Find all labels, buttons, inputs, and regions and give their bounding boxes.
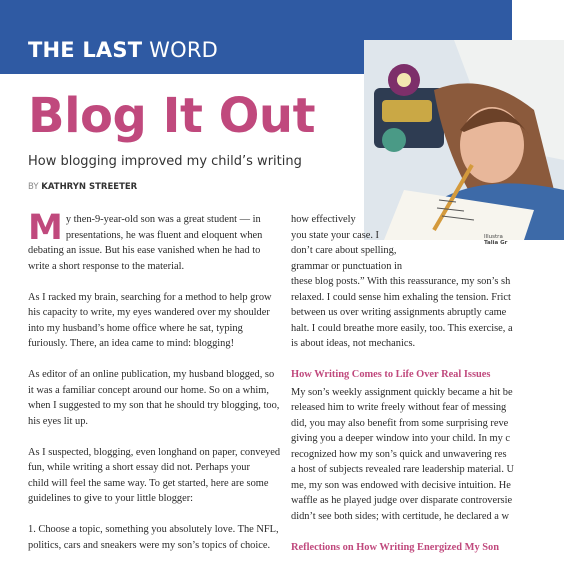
text-line: recognized how my son’s quick and unwavering res [291,448,507,460]
text-line: his capacity to write, my eyes wandered over my shoulder [28,307,270,318]
paragraph [291,385,521,525]
credit-prefix: Illustra [484,234,503,240]
paragraph [28,522,279,553]
article-subtitle: How blogging improved my child’s writing [28,154,302,169]
paragraph [28,290,274,352]
text-line: me, my son was endowed with decisive intuition. He [291,479,511,491]
text-line: guidelines to give to your little blogger: [28,493,194,504]
text-line: My son’s weekly assignment quickly became a hit be [291,386,513,398]
text-line: As I suspected, blogging, even longhand on paper, conveyed [28,446,281,458]
text-line: grammar or punctuation in [291,260,403,272]
section-title-light: WORD [149,38,218,62]
text-line: debating an issue. But his ease vanished when he had to [28,245,261,256]
drop-cap: M [28,208,63,248]
byline-prefix: BY [28,182,39,192]
text-line: As I racked my brain, searching for a method to help grow [28,291,272,303]
text-line: As editor of an online publication, my husband blogged, so [28,369,275,380]
text-line: into my husband’s home office where he sat, typing [28,322,243,334]
text-line: don’t care about spelling, [291,245,397,256]
text-line: these blog posts.” With this reassurance, my son’s sh [291,276,511,287]
text-line: politics, cars and sneakers were my son’s topics of choice. [28,539,271,551]
section-heading: Reflections on How Writing Energized My Son [291,541,500,553]
credit-name: Talia Gr [484,240,508,247]
text-line: y then-9-year-old son was a great student — in [65,214,261,225]
illustration-drawing [364,40,564,240]
text-line: it was a familiar concept around our home. So on a whim, [28,384,269,396]
text-line: relaxed. I could sense him exhaling the tension. Frict [291,291,511,303]
byline-author: KATHRYN STREETER [41,182,138,192]
text-line: waffle as he played judge over disparate controversie [291,495,513,506]
text-line: is about ideas, not mechanics. [291,338,416,349]
text-line: didn’t see both sides; with certitude, he declared a w [291,510,509,522]
article-column-left [28,208,281,569]
paragraph [28,208,274,274]
article-column-right [291,212,521,557]
section-title [28,40,218,61]
text-line: fun, while writing a short essay did not. Perhaps your [28,462,250,473]
text-line: presentations, he was fluent and eloquent when [65,229,263,241]
text-line: did, you may also benefit from some surprising reve [291,417,509,429]
article-headline: Blog It Out [28,88,316,144]
text-line: giving you a deeper window into your child. In my c [291,433,511,444]
text-line: his eyes lit up. [28,415,89,427]
text-line: furiously. There, an idea came to mind: blogging! [28,338,235,349]
text-line: write a short response to the material. [28,260,185,272]
text-line: 1. Choose a topic, something you absolutely love. The NFL, [28,524,279,535]
text-line: when I suggested to my son that he should try blogging, too, [28,400,280,411]
text-line: halt. I could breathe more easily, too. This exercise, a [291,322,513,334]
paragraph [28,445,281,507]
article-illustration [364,40,564,240]
text-line: released him to write freely without fear of messing [291,402,507,413]
paragraph [291,212,521,352]
text-line: how effectively [291,214,356,225]
section-heading: How Writing Comes to Life Over Real Issues [291,369,491,380]
byline [28,182,137,192]
text-line: child will feel the same way. To get started, here are some [28,477,269,489]
text-line: you state your case. I [291,229,380,241]
text-line: between us over writing assignments abruptly came [291,307,507,318]
section-title-bold: THE LAST [28,38,143,62]
paragraph [28,367,280,429]
text-line: a host of subjects revealed rare leadership material. U [291,464,515,475]
